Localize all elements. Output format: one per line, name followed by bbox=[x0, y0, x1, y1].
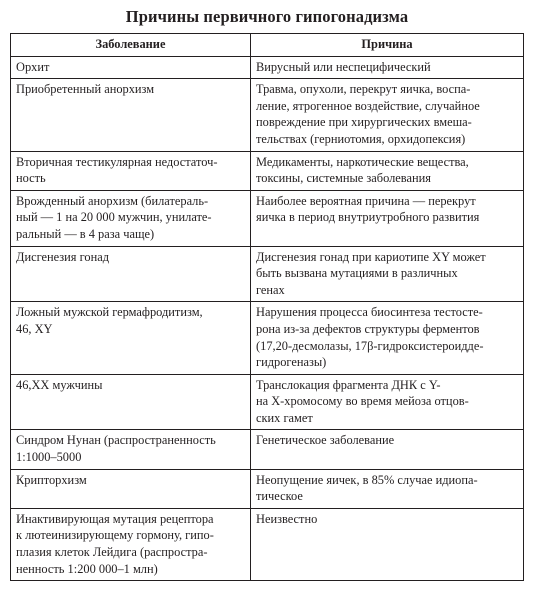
disease-cell: 46,XX мужчины bbox=[11, 374, 251, 430]
table-row bbox=[11, 508, 524, 580]
cause-cell: Дисгенезия гонад при кариотипе XY может быть вызвана мутациями в различных генах bbox=[251, 246, 524, 302]
disease-cell: Ложный мужской гермафродитизм, 46, XY bbox=[11, 302, 251, 374]
column-header-cause: Причина bbox=[251, 34, 524, 57]
table-row bbox=[11, 190, 524, 246]
cause-cell: Транслокация фрагмента ДНК с Y- на X-хромосому во время мейоза отцов- ских гамет bbox=[251, 374, 524, 430]
disease-cell: Орхит bbox=[11, 56, 251, 79]
disease-cell: Синдром Нунан (распространенность 1:1000–5000 bbox=[11, 430, 251, 469]
table-row bbox=[11, 56, 524, 79]
disease-cell: Дисгенезия гонад bbox=[11, 246, 251, 302]
table-row bbox=[11, 246, 524, 302]
cause-cell: Наиболее вероятная причина — перекрут яичка в период внутриутробного развития bbox=[251, 190, 524, 246]
column-header-disease: Заболевание bbox=[11, 34, 251, 57]
table-row bbox=[11, 469, 524, 508]
table-row bbox=[11, 430, 524, 469]
table-row bbox=[11, 79, 524, 151]
cause-cell: Травма, опухоли, перекрут яичка, воспа- ление, ятрогенное воздействие, случайное повреждение при хирургических вмеша- тельствах (герниотомия, орхидопексия) bbox=[251, 79, 524, 151]
cause-cell: Нарушения процесса биосинтеза тестосте- рона из-за дефектов структуры ферментов (17,20-десмолазы, 17β-гидроксистероидде- гидрогеназы) bbox=[251, 302, 524, 374]
disease-cell: Крипторхизм bbox=[11, 469, 251, 508]
disease-cell: Инактивирующая мутация рецептора к лютеинизирующему гормону, гипо- плазия клеток Лейдига (распростра- ненность 1:200 000–1 млн) bbox=[11, 508, 251, 580]
table-row bbox=[11, 302, 524, 374]
cause-cell: Неизвестно bbox=[251, 508, 524, 580]
cause-cell: Медикаменты, наркотические вещества, токсины, системные заболевания bbox=[251, 151, 524, 190]
cause-cell: Генетическое заболевание bbox=[251, 430, 524, 469]
cause-cell: Вирусный или неспецифический bbox=[251, 56, 524, 79]
causes-table bbox=[10, 33, 524, 581]
table-row bbox=[11, 374, 524, 430]
page-title: Причины первичного гипогонадизма bbox=[125, 7, 409, 26]
disease-cell: Вторичная тестикулярная недостаточ- ность bbox=[11, 151, 251, 190]
cause-cell: Неопущение яичек, в 85% случае идиопа- тическое bbox=[251, 469, 524, 508]
table-row bbox=[11, 151, 524, 190]
disease-cell: Приобретенный анорхизм bbox=[11, 79, 251, 151]
table-header-row bbox=[11, 34, 524, 57]
disease-cell: Врожденный анорхизм (билатераль- ный — 1 на 20 000 мужчин, унилате- ральный — в 4 раза чаще) bbox=[11, 190, 251, 246]
